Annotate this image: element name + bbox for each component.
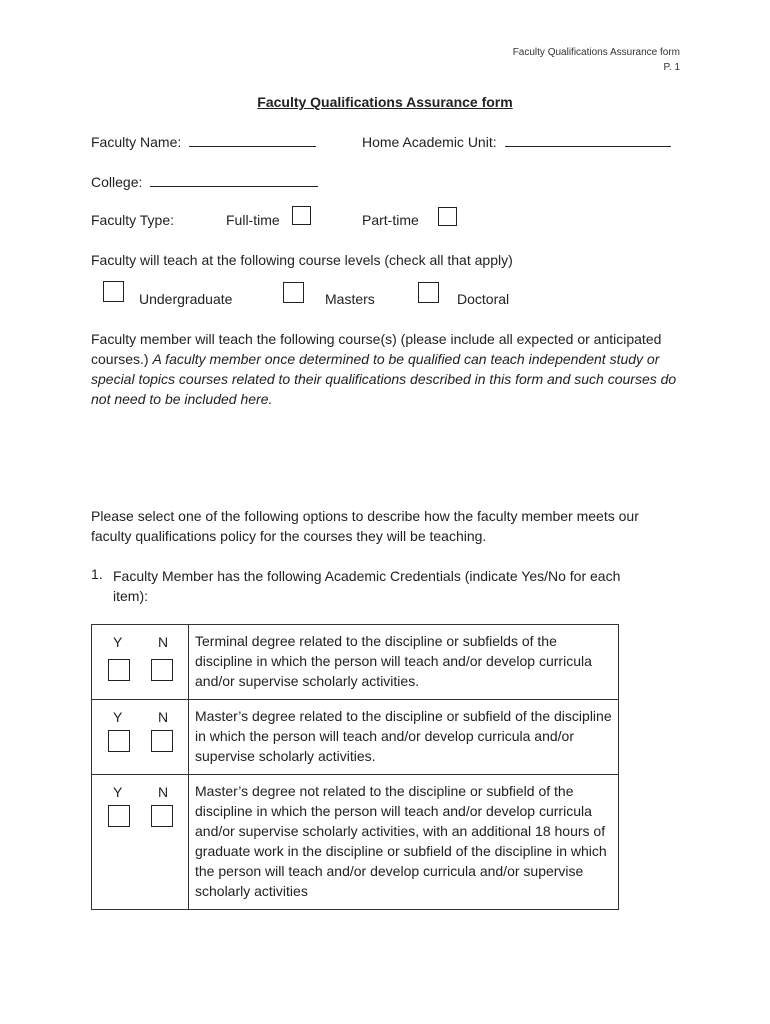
yes-checkbox[interactable] <box>108 730 130 752</box>
home-unit-row <box>362 133 671 150</box>
doctoral-label: Doctoral <box>457 291 510 307</box>
undergraduate-label: Undergraduate <box>139 291 233 307</box>
no-checkbox[interactable] <box>151 659 173 681</box>
yes-label: Y <box>113 784 123 800</box>
courses-text: Faculty member will teach the following course(s) (please include all expected or anticipated courses.) <box>91 331 662 367</box>
college-label: College: <box>91 174 143 190</box>
home-unit-label: Home Academic Unit: <box>362 134 497 150</box>
course-levels-prompt: Faculty will teach at the following course levels (check all that apply) <box>91 252 513 268</box>
credentials-table <box>91 624 619 910</box>
no-label: N <box>158 784 169 800</box>
part-time-label: Part-time <box>362 212 419 228</box>
yes-checkbox[interactable] <box>108 805 130 827</box>
no-checkbox[interactable] <box>151 730 173 752</box>
credential-description: Master’s degree related to the discipline or subfield of the discipline in which the person will teach and/or develop curricula and/or supervise scholarly activities. <box>189 700 619 775</box>
yes-label: Y <box>113 634 123 650</box>
yes-no-cell <box>92 700 189 775</box>
options-intro: Please select one of the following options to describe how the faculty member meets our faculty qualifications policy for the courses they will be teaching. <box>91 508 639 544</box>
credential-description: Terminal degree related to the discipline or subfields of the discipline in which the person will teach and/or develop curricula and/or supervise scholarly activities. <box>189 625 619 700</box>
home-unit-field[interactable] <box>505 133 671 147</box>
yes-no-cell <box>92 625 189 700</box>
college-row <box>91 173 318 190</box>
masters-checkbox[interactable] <box>283 282 304 303</box>
courses-italic-note: A faculty member once determined to be qualified can teach independent study or special topics courses related to their qualifications described in this form and such courses do not need to be included here. <box>91 351 677 407</box>
full-time-label: Full-time <box>226 212 280 228</box>
faculty-type-label: Faculty Type: <box>91 212 175 228</box>
masters-label: Masters <box>325 291 375 307</box>
faculty-name-field[interactable] <box>189 133 316 147</box>
yes-no-cell <box>92 775 189 910</box>
page-title: Faculty Qualifications Assurance form <box>257 94 513 110</box>
no-checkbox[interactable] <box>151 805 173 827</box>
header-form-name: Faculty Qualifications Assurance form <box>512 47 680 58</box>
table-row <box>92 700 619 775</box>
table-row <box>92 625 619 700</box>
full-time-checkbox[interactable] <box>292 206 311 225</box>
yes-label: Y <box>113 709 123 725</box>
yes-checkbox[interactable] <box>108 659 130 681</box>
part-time-checkbox[interactable] <box>438 207 457 226</box>
courses-paragraph <box>91 329 681 409</box>
no-label: N <box>158 709 169 725</box>
undergraduate-checkbox[interactable] <box>103 281 124 302</box>
item1-text: Faculty Member has the following Academic Credentials (indicate Yes/No for each item): <box>113 568 621 604</box>
credential-description: Master’s degree not related to the discipline or subfield of the discipline in which the person will teach and/or develop curricula and/or supervise scholarly activities, with an additional 18 hours of graduate work in the discipline or subfield of the discipline in which the person will teach and/or develop curricula and/or supervise scholarly activities <box>189 775 619 910</box>
faculty-name-label: Faculty Name: <box>91 134 182 150</box>
item1-number: 1. <box>91 566 103 582</box>
header-page-number: P. 1 <box>663 62 680 73</box>
faculty-name-row <box>91 133 316 150</box>
table-row <box>92 775 619 910</box>
no-label: N <box>158 634 169 650</box>
college-field[interactable] <box>150 173 318 187</box>
doctoral-checkbox[interactable] <box>418 282 439 303</box>
